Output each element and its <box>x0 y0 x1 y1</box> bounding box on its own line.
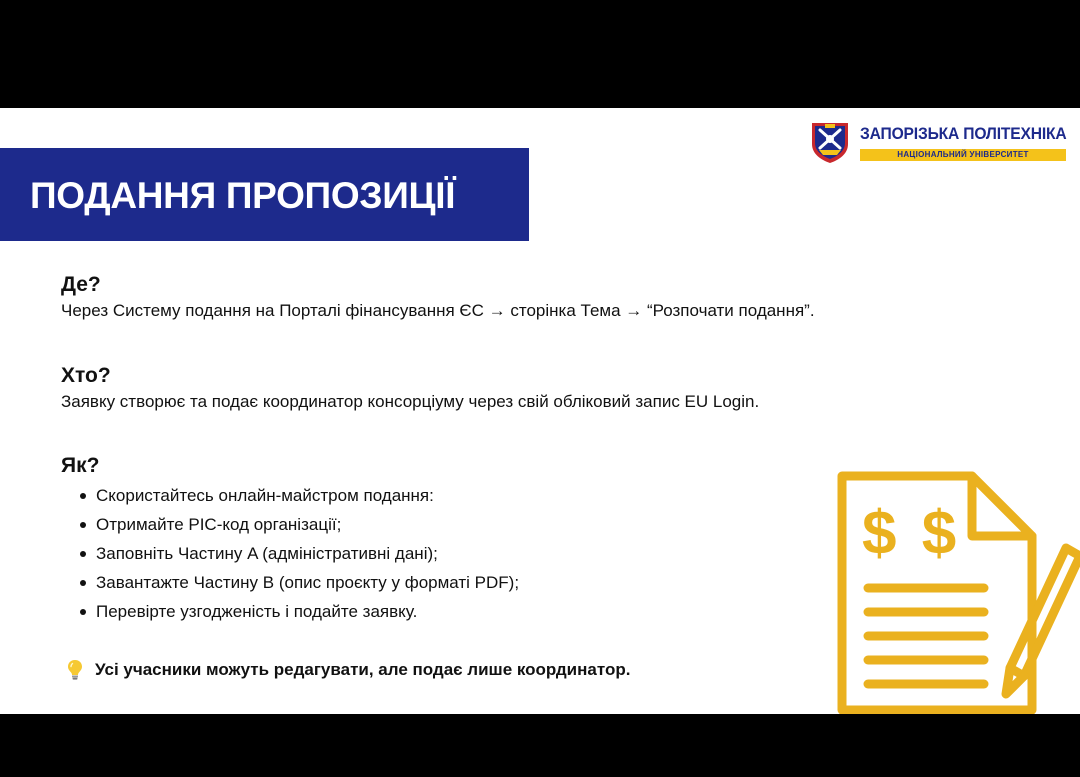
presentation-slide <box>0 108 1080 714</box>
title-banner <box>0 148 529 241</box>
section-how <box>61 453 519 626</box>
section-who <box>61 363 759 413</box>
invoice-document-with-pencil-icon <box>834 468 1080 714</box>
bullet-icon <box>80 580 86 586</box>
list-item <box>61 510 519 539</box>
section-how-heading: Як? <box>61 454 100 477</box>
step-text: Заповніть Частину A (адміністративні дані); <box>96 544 438 563</box>
section-who-text: Заявку створює та подає координатор консорціуму через свій обліковий запис EU Login. <box>61 392 760 411</box>
list-item <box>61 481 519 510</box>
list-item <box>61 597 519 626</box>
note-text: Усі учасники можуть редагувати, але подає лише координатор. <box>95 660 631 679</box>
section-where-text: Через Систему подання на Порталі фінансування ЄС → сторінка Тема → “Розпочати подання”. <box>61 301 815 320</box>
step-text: Скористайтесь онлайн-майстром подання: <box>96 486 434 505</box>
university-crest-icon <box>808 120 852 164</box>
slide-title: ПОДАННЯ ПРОПОЗИЦІЇ <box>30 175 456 216</box>
logo-title: ЗАПОРІЗЬКА ПОЛІТЕХНІКА <box>860 124 1067 143</box>
steps-list <box>61 481 519 626</box>
bullet-icon <box>80 493 86 499</box>
bullet-icon <box>80 609 86 615</box>
lightbulb-icon <box>66 659 84 681</box>
list-item <box>61 539 519 568</box>
section-where-heading: Де? <box>61 273 101 296</box>
list-item <box>61 568 519 597</box>
step-text: Завантажте Частину B (опис проєкту у форматі PDF); <box>96 573 520 592</box>
dollar-signs: $ $ <box>862 499 961 568</box>
step-text: Отримайте PIC-код організації; <box>96 515 342 534</box>
section-who-heading: Хто? <box>61 364 111 387</box>
bullet-icon <box>80 551 86 557</box>
logo-subtitle: НАЦІОНАЛЬНИЙ УНІВЕРСИТЕТ <box>860 149 1066 161</box>
bullet-icon <box>80 522 86 528</box>
section-where <box>61 272 815 322</box>
step-text: Перевірте узгодженість і подайте заявку. <box>96 602 418 621</box>
university-logo <box>808 120 1070 164</box>
